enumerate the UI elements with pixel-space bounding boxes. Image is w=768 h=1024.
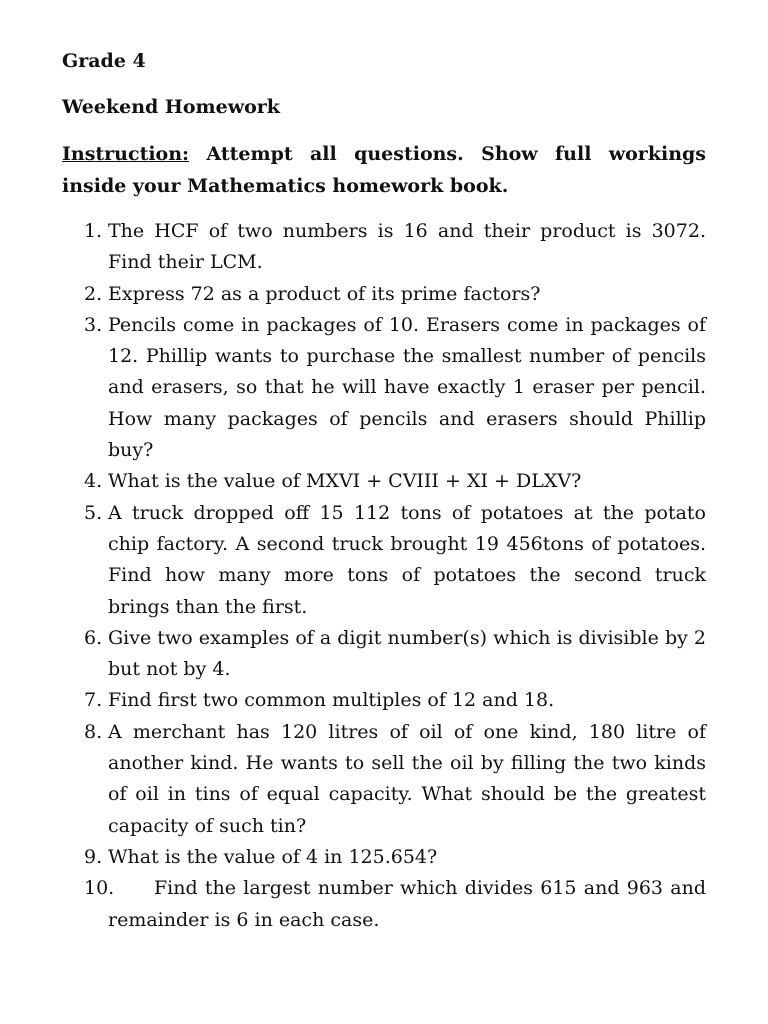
question-item bbox=[62, 842, 706, 873]
question-text: A truck dropped off 15 112 tons of potatoes at the potato chip factory. A second truck brought 19 456tons of potatoes. Find how many more tons of potatoes the second truck brings than the first. bbox=[108, 501, 706, 618]
question-item bbox=[62, 623, 706, 686]
question-item bbox=[62, 498, 706, 623]
question-text: Find the largest number which divides 615 and 963 and remainder is 6 in each case. bbox=[108, 877, 706, 931]
question-number: 6. bbox=[84, 626, 103, 649]
question-number: 7. bbox=[84, 689, 103, 712]
question-text: What is the value of MXVI + CVIII + XI + DLXV? bbox=[108, 470, 582, 493]
grade-heading: Grade 4 bbox=[62, 50, 146, 72]
question-text: Express 72 as a product of its prime factors? bbox=[108, 282, 541, 305]
instruction-label: Instruction: bbox=[62, 143, 190, 165]
question-number: 9. bbox=[84, 845, 103, 868]
question-item bbox=[62, 685, 706, 716]
question-number: 2. bbox=[84, 282, 103, 305]
question-text: Pencils come in packages of 10. Erasers come in packages of 12. Phillip wants to purchase the smallest number of pencils and erasers, so that he will have exactly 1 eraser per pencil. How many packages of pencils and erasers should Phillip buy? bbox=[108, 313, 706, 462]
instruction-paragraph bbox=[62, 138, 706, 202]
question-text: A merchant has 120 litres of oil of one kind, 180 litre of another kind. He wants to sell the oil by filling the two kinds of oil in tins of equal capacity. What should be the greatest capacity of such tin? bbox=[108, 720, 706, 837]
question-text: Give two examples of a digit number(s) which is divisible by 2 but not by 4. bbox=[108, 626, 706, 681]
question-item bbox=[62, 466, 706, 497]
question-text: What is the value of 4 in 125.654? bbox=[108, 845, 438, 868]
question-list bbox=[62, 216, 706, 936]
question-item bbox=[62, 279, 706, 310]
question-number: 3. bbox=[84, 313, 103, 336]
question-item bbox=[62, 717, 706, 842]
question-text: Find first two common multiples of 12 and 18. bbox=[108, 689, 555, 712]
question-number: 10. bbox=[84, 877, 115, 900]
question-item bbox=[62, 873, 706, 936]
question-item bbox=[62, 310, 706, 466]
page-title: Weekend Homework bbox=[62, 96, 280, 118]
homework-page bbox=[62, 46, 706, 936]
question-number: 8. bbox=[84, 720, 103, 743]
question-number: 5. bbox=[84, 501, 103, 524]
question-number: 4. bbox=[84, 470, 103, 493]
question-item bbox=[62, 216, 706, 279]
instruction-text: Attempt all questions. Show full workings inside your Mathematics homework book. bbox=[62, 143, 706, 197]
question-number: 1. bbox=[84, 220, 103, 242]
question-text: The HCF of two numbers is 16 and their product is 3072. Find their LCM. bbox=[108, 220, 706, 274]
